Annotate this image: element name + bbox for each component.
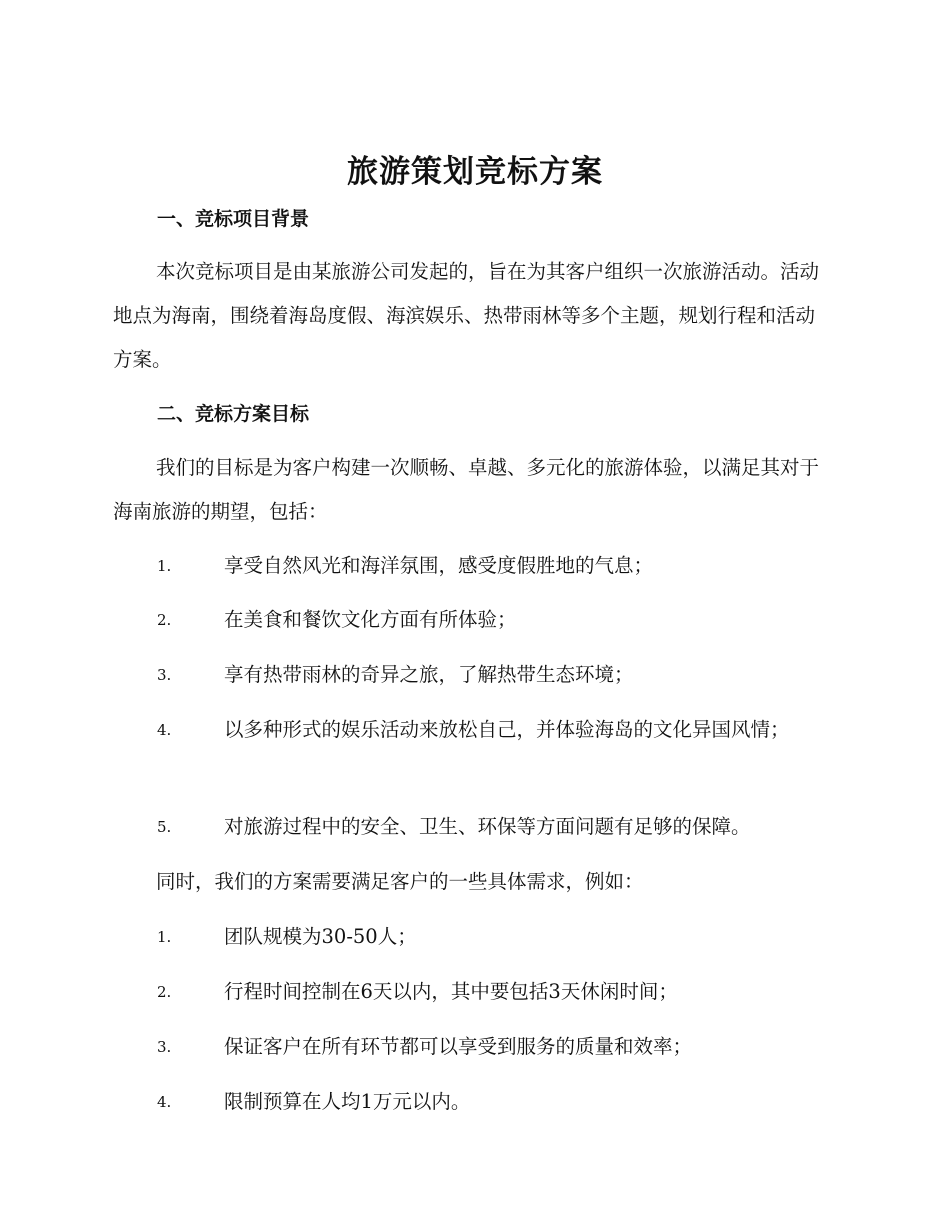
list-item-number: 3. [157, 1038, 172, 1056]
section-heading-goals: 二、竞标方案目标 [157, 403, 310, 425]
background-paragraph: 本次竞标项目是由某旅游公司发起的，旨在为其客户组织一次旅游活动。活动地点为海南，围绕着海岛度假、海滨娱乐、热带雨林等多个主题，规划行程和活动方案。 [113, 260, 820, 371]
list-item [113, 653, 833, 697]
list-item-text: 对旅游过程中的安全、卫生、环保等方面问题有足够的保障。 [224, 815, 751, 838]
list-item-number: 2. [157, 611, 172, 629]
document-title: 旅游策划竞标方案 [347, 154, 603, 190]
list-item-number: 5. [157, 818, 172, 836]
list-item [113, 1080, 833, 1124]
section-heading-background: 一、竞标项目背景 [157, 208, 310, 230]
list-item-number: 4. [157, 1093, 172, 1111]
list-item-text: 在美食和餐饮文化方面有所体验； [224, 608, 517, 631]
list-item [113, 544, 833, 588]
list-item-number: 3. [157, 666, 172, 684]
list-item [113, 970, 833, 1014]
list-item-number: 1. [157, 557, 172, 575]
requirements-intro-paragraph: 同时，我们的方案需要满足客户的一些具体需求，例如： [156, 870, 644, 893]
list-item-text: 团队规模为30-50人； [224, 925, 417, 948]
list-item-number: 1. [157, 928, 172, 946]
list-item [113, 805, 833, 849]
list-item-text: 享受自然风光和海洋氛围，感受度假胜地的气息； [224, 554, 654, 577]
list-item-text: 行程时间控制在6天以内，其中要包括3天休闲时间； [224, 980, 678, 1003]
list-item [113, 1025, 833, 1069]
list-item-text: 保证客户在所有环节都可以享受到服务的质量和效率； [224, 1035, 693, 1058]
list-item [113, 915, 833, 959]
goals-intro-paragraph: 我们的目标是为客户构建一次顺畅、卓越、多元化的旅游体验，以满足其对于海南旅游的期望，包括： [113, 456, 820, 523]
list-item [113, 708, 833, 752]
list-item-text: 限制预算在人均1万元以内。 [224, 1090, 471, 1113]
list-item-number: 4. [157, 721, 172, 739]
list-item-text: 享有热带雨林的奇异之旅，了解热带生态环境； [224, 663, 634, 686]
list-item [113, 598, 833, 642]
list-item-text: 以多种形式的娱乐活动来放松自己，并体验海岛的文化异国风情； [224, 718, 790, 741]
list-item-number: 2. [157, 983, 172, 1001]
